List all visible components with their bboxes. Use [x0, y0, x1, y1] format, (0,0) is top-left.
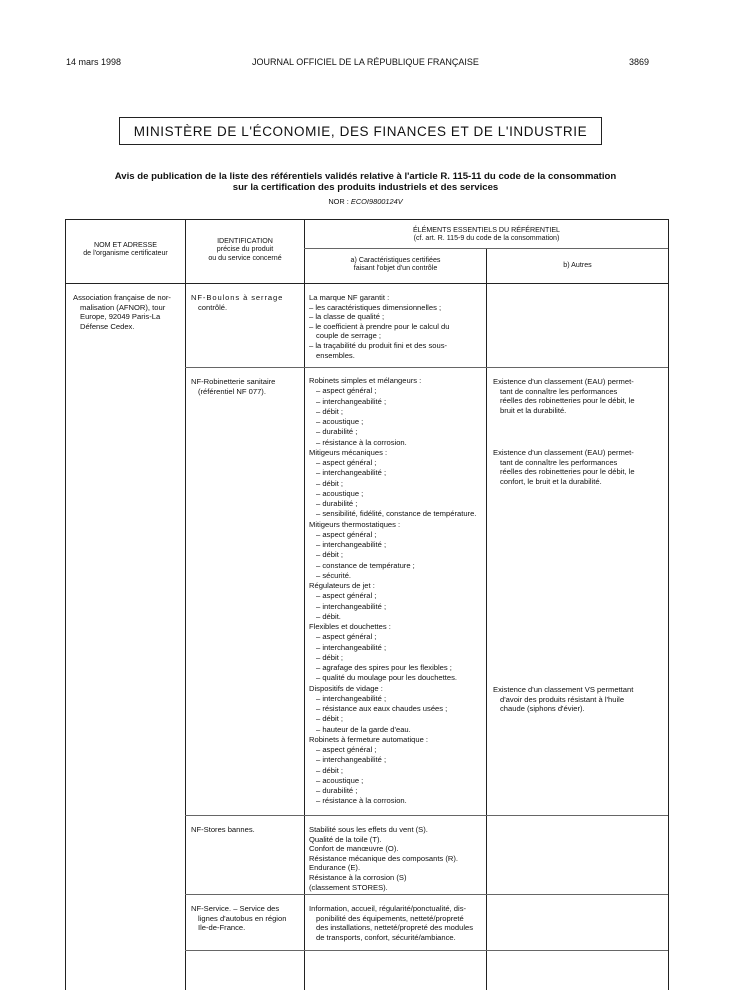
carac-line: – acoustique ; — [316, 488, 364, 498]
carac-line: – durabilité ; — [316, 786, 358, 795]
header-elements — [305, 226, 668, 243]
carac-line: Régulateurs de jet : — [309, 581, 375, 590]
ident-line: contrôlé. — [198, 302, 228, 312]
autres-line: tant de connaître les performances — [500, 457, 618, 467]
carac-line: – interchangeabilité ; — [316, 601, 387, 611]
ident-stores — [191, 825, 299, 835]
ident-line: Ile-de-France. — [198, 923, 246, 933]
carac-line: – sensibilité, fidélité, constance de température. — [316, 509, 477, 519]
autres-line: Existence d'un classement VS permettant — [493, 685, 634, 694]
carac-line: – durabilité ; — [316, 427, 358, 437]
carac-line: ensembles. — [316, 350, 355, 360]
carac-line: – débit ; — [316, 550, 344, 560]
carac-line: La marque NF garantit : — [309, 293, 390, 302]
notice-title-line1: Avis de publication de la liste des référentiels validés relative à l'article R. 115-11 du code de la consommation — [114, 171, 617, 182]
carac-line: – durabilité ; — [316, 499, 358, 508]
carac-line: Robinets à fermeture automatique : — [309, 734, 429, 744]
carac-line: – résistance aux eaux chaudes usées ; — [316, 704, 448, 713]
nor-value: ECOI9800124V — [350, 197, 403, 206]
header-organisme — [66, 241, 185, 258]
header-caracteristiques — [305, 256, 486, 273]
carac-line: (classement STORES). — [309, 882, 388, 892]
carac-line: des installations, netteté/propreté des modules — [316, 923, 474, 933]
ident-line: lignes d'autobus en région — [198, 913, 287, 923]
header-autres: b) Autres — [563, 261, 592, 269]
carac-line: – la traçabilité du produit fini et des sous- — [309, 340, 448, 350]
ministry-heading: MINISTÈRE DE L'ÉCONOMIE, DES FINANCES ET DE L'INDUSTRIE — [119, 117, 602, 145]
carac-line: – aspect général ; — [316, 458, 377, 467]
carac-line: – débit. — [316, 611, 341, 621]
carac-robinetterie — [309, 376, 485, 807]
autres-line: réelles des robinetteries pour le débit, le — [500, 467, 635, 477]
ident-line: NF-Stores bannes. — [191, 825, 255, 834]
carac-line: – résistance à la corrosion. — [316, 796, 407, 806]
carac-line: Qualité de la toile (T). — [309, 834, 382, 844]
carac-line: – interchangeabilité ; — [316, 396, 387, 406]
autres-line: réelles des robinetteries pour le débit, le — [500, 396, 635, 406]
organisme-cell — [73, 293, 179, 331]
carac-line: couple de serrage ; — [316, 331, 382, 341]
carac-line: – interchangeabilité ; — [316, 755, 387, 765]
header-elements-line2: (cf. art. R. 115-9 du code de la consommation) — [413, 234, 560, 243]
carac-line: Information, accueil, régularité/ponctualité, dis- — [309, 904, 467, 913]
header-identification — [186, 237, 304, 262]
carac-line: – aspect général ; — [316, 745, 377, 754]
carac-line: – interchangeabilité ; — [316, 693, 387, 703]
organisme-line: Association française de nor- — [73, 293, 171, 302]
carac-line: Dispositifs de vidage : — [309, 683, 383, 693]
header-identification-line1: IDENTIFICATION — [217, 237, 273, 245]
issue-date: 14 mars 1998 — [66, 57, 122, 67]
page-number: 3869 — [629, 57, 650, 67]
ident-line: (référentiel NF 077). — [198, 386, 266, 396]
carac-line: de transports, confort, sécurité/ambiance. — [316, 932, 456, 942]
carac-line: Résistance mécanique des composants (R). — [309, 853, 458, 863]
ident-boulons — [191, 293, 299, 312]
carac-line: Mitigeurs mécaniques : — [309, 447, 388, 457]
autres-line: bruit et la durabilité. — [500, 405, 567, 415]
autres-robinetterie-2 — [493, 448, 663, 486]
header-identification-line3: ou du service concerné — [208, 253, 282, 262]
carac-line: – interchangeabilité ; — [316, 468, 387, 478]
organisme-line: Défense Cedex. — [80, 321, 135, 331]
header-caracteristiques-line1: a) Caractéristiques certifiées — [350, 256, 441, 264]
nor-label: NOR : — [328, 197, 349, 206]
nor-reference — [0, 197, 731, 206]
carac-line: – aspect général ; — [316, 386, 377, 396]
carac-line: – les caractéristiques dimensionnelles ; — [309, 302, 442, 312]
ident-line: NF-Robinetterie sanitaire — [191, 377, 276, 386]
carac-line: – constance de température ; — [316, 560, 415, 570]
autres-line: d'avoir des produits résistant à l'huile — [500, 694, 625, 704]
carac-line: Endurance (E). — [309, 863, 361, 873]
carac-line: – débit ; — [316, 478, 344, 488]
carac-line: – sécurité. — [316, 570, 352, 580]
carac-line: Mitigeurs thermostatiques : — [309, 519, 401, 529]
ident-line: NF-Service. – Service des — [191, 904, 280, 913]
organisme-line: malisation (AFNOR), tour — [80, 302, 166, 312]
carac-line: – aspect général ; — [316, 632, 377, 642]
carac-line: Stabilité sous les effets du vent (S). — [309, 825, 428, 834]
autres-line: Existence d'un classement (EAU) permet- — [493, 448, 634, 457]
carac-line: – interchangeabilité ; — [316, 642, 387, 652]
carac-line: ponibilité des équipements, netteté/propreté — [316, 913, 464, 923]
carac-line: Flexibles et douchettes : — [309, 622, 391, 631]
carac-line: – hauteur de la garde d'eau. — [316, 724, 411, 734]
carac-line: – agrafage des spires pour les flexibles ; — [316, 663, 452, 672]
carac-line: Résistance à la corrosion (S) — [309, 872, 407, 882]
carac-line: – qualité du moulage pour les douchettes. — [316, 673, 458, 683]
carac-line: Robinets simples et mélangeurs : — [309, 376, 422, 385]
carac-stores — [309, 825, 485, 892]
autres-robinetterie-3 — [493, 685, 663, 714]
autres-line: confort, le bruit et la durabilité. — [500, 476, 602, 486]
header-organisme-line1: NOM ET ADRESSE — [94, 241, 157, 249]
carac-line: – aspect général ; — [316, 529, 377, 539]
organisme-line: Europe, 92049 Paris-La — [80, 312, 161, 322]
carac-line: Confort de manœuvre (O). — [309, 844, 399, 854]
notice-title-line2: sur la certification des produits industriels et des services — [232, 182, 499, 193]
carac-service — [309, 904, 485, 942]
ident-service — [191, 904, 299, 933]
carac-line: – résistance à la corrosion. — [316, 437, 407, 447]
autres-line: tant de connaître les performances — [500, 386, 618, 396]
ident-line: NF-Boulons à serrage — [191, 293, 284, 302]
header-identification-line2: précise du produit — [216, 245, 274, 254]
carac-line: – la classe de qualité ; — [309, 312, 385, 322]
header-caracteristiques-line2: faisant l'objet d'un contrôle — [353, 264, 438, 273]
carac-line: – le coefficient à prendre pour le calcul du — [309, 321, 450, 331]
ident-robinetterie — [191, 377, 299, 396]
carac-boulons — [309, 293, 481, 360]
autres-line: chaude (siphons d'évier). — [500, 704, 585, 714]
header-organisme-line2: de l'organisme certificateur — [83, 249, 168, 258]
carac-line: – débit ; — [316, 652, 344, 662]
autres-robinetterie-1 — [493, 377, 663, 415]
carac-line: – débit ; — [316, 714, 344, 724]
carac-line: – acoustique ; — [316, 417, 364, 426]
carac-line: – débit ; — [316, 765, 344, 775]
carac-line: – débit ; — [316, 406, 344, 416]
header-elements-line1: ÉLÉMENTS ESSENTIELS DU RÉFÉRENTIEL — [412, 226, 561, 234]
carac-line: – acoustique ; — [316, 775, 364, 785]
carac-line: – interchangeabilité ; — [316, 540, 387, 549]
carac-line: – aspect général ; — [316, 591, 377, 601]
autres-line: Existence d'un classement (EAU) permet- — [493, 377, 634, 386]
journal-title: JOURNAL OFFICIEL DE LA RÉPUBLIQUE FRANÇAISE — [252, 57, 479, 67]
